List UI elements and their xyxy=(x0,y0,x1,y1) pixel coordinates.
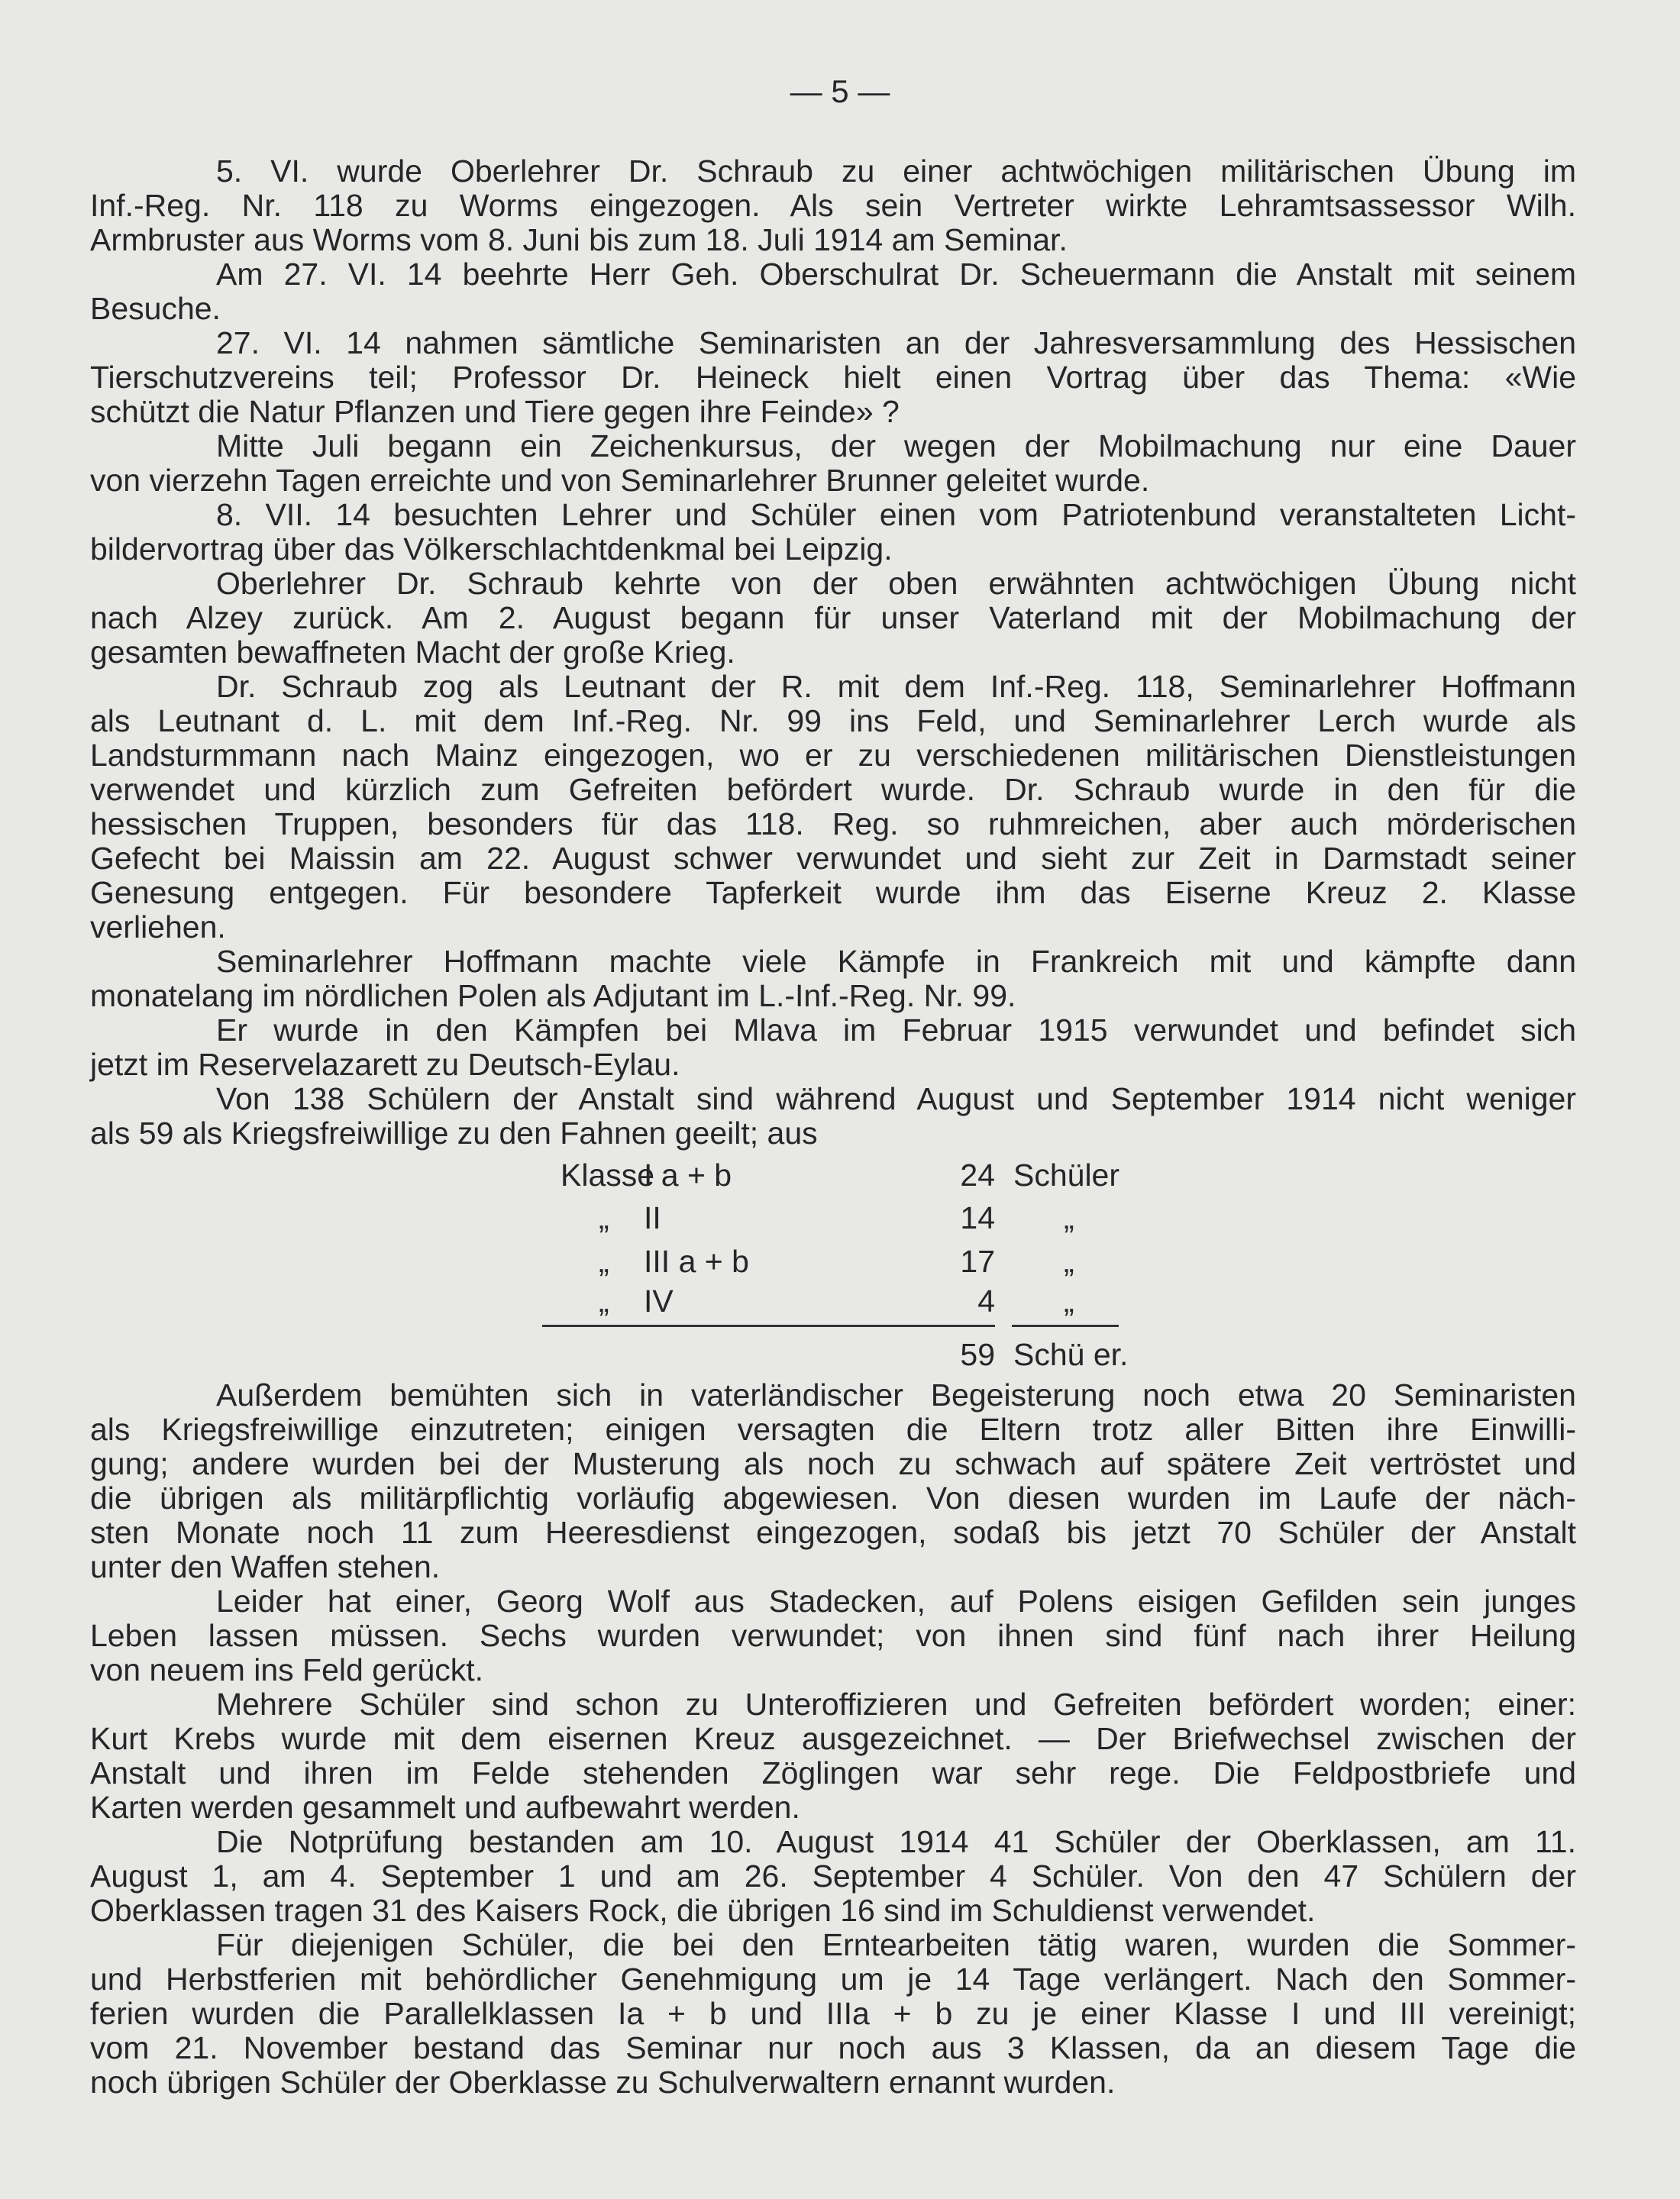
text-line: Tierschutzvereins teil; Professor Dr. Heineck hielt einen Vortrag über das Thema: «Wie xyxy=(90,360,1576,395)
text-line: vom 21. November bestand das Seminar nur noch aus 3 Klassen, da an diesem Tage die xyxy=(90,2030,1576,2065)
paragraph xyxy=(90,1825,1576,1928)
paragraph xyxy=(90,257,1576,326)
text-line: verliehen. xyxy=(90,909,226,945)
row-unit: „ xyxy=(1064,1200,1074,1235)
text-line: ferien wurden die Parallelklassen Ia + b und IIIa + b zu je einer Klasse I und III vereinigt; xyxy=(90,1996,1576,2031)
text-line: noch übrigen Schüler der Oberklasse zu Schulverwaltern ernannt wurden. xyxy=(90,2065,1116,2100)
text-line: von neuem ins Feld gerückt. xyxy=(90,1652,484,1687)
text-line: Von 138 Schülern der Anstalt sind während August und September 1914 nicht weniger xyxy=(216,1081,1576,1116)
page-number: — 5 — xyxy=(790,73,890,109)
volunteer-table xyxy=(90,1151,1576,1378)
row-unit: „ xyxy=(1064,1284,1074,1319)
paragraph xyxy=(90,326,1576,429)
text-line: Oberlehrer Dr. Schraub kehrte von der oben erwähnten achtwöchigen Übung nicht xyxy=(216,566,1576,601)
text-line: August 1, am 4. September 1 und am 26. September 4 Schüler. Von den 47 Schülern der xyxy=(90,1858,1576,1894)
text-line: Genesung entgegen. Für besondere Tapferkeit wurde ihm das Eiserne Kreuz 2. Klasse xyxy=(90,875,1576,910)
text-line: Armbruster aus Worms vom 8. Juni bis zum 18. Juli 1914 am Seminar. xyxy=(90,222,1068,257)
text-line: gung; andere wurden bei der Musterung als noch zu schwach auf spätere Zeit vertröstet und xyxy=(90,1446,1576,1481)
text-line: Die Notprüfung bestanden am 10. August 1914 41 Schüler der Oberklassen, am 11. xyxy=(216,1824,1576,1859)
text-line: jetzt im Reservelazarett zu Deutsch-Eylau. xyxy=(90,1047,680,1082)
text-line: 5. VI. wurde Oberlehrer Dr. Schraub zu einer achtwöchigen militärischen Übung im xyxy=(216,153,1576,189)
paragraph xyxy=(90,567,1576,670)
row-count: 24 xyxy=(960,1158,995,1193)
text-line: und Herbstferien mit behördlicher Genehmigung um je 14 Tage verlängert. Nach den Sommer- xyxy=(90,1962,1576,1997)
row-prefix: „ xyxy=(599,1244,609,1279)
paragraph xyxy=(90,154,1576,257)
body-text xyxy=(90,154,1576,2100)
text-line: Mehrere Schüler sind schon zu Unteroffizieren und Gefreiten befördert worden; einer: xyxy=(216,1687,1576,1722)
text-line: Mitte Juli begann ein Zeichenkursus, der wegen der Mobilmachung nur eine Dauer xyxy=(216,428,1576,463)
paragraphs-before-table xyxy=(90,154,1576,1151)
paragraphs-after-table xyxy=(90,1378,1576,2100)
row-count: 14 xyxy=(960,1200,995,1235)
row-class: III a + b xyxy=(644,1244,749,1279)
text-line: 27. VI. 14 nahmen sämtliche Seminaristen an der Jahresversammlung des Hessischen xyxy=(216,325,1576,360)
text-line: Inf.-Reg. Nr. 118 zu Worms eingezogen. Als sein Vertreter wirkte Lehramtsassessor Wilh. xyxy=(90,188,1576,223)
text-line: unter den Waffen stehen. xyxy=(90,1549,441,1584)
row-prefix: „ xyxy=(599,1284,609,1319)
row-count: 4 xyxy=(977,1284,995,1319)
paragraph xyxy=(90,1928,1576,2100)
text-line: 8. VII. 14 besuchten Lehrer und Schüler einen vom Patriotenbund veranstalteten Licht- xyxy=(216,497,1576,532)
total-count: 59 xyxy=(960,1337,995,1372)
text-line: gesamten bewaffneten Macht der große Krieg. xyxy=(90,635,735,670)
row-count: 17 xyxy=(960,1244,995,1279)
text-line: Oberklassen tragen 31 des Kaisers Rock, die übrigen 16 sind im Schuldienst verwendet. xyxy=(90,1893,1316,1928)
row-unit: Schüler xyxy=(1013,1158,1120,1193)
paragraph xyxy=(90,1687,1576,1825)
text-line: Außerdem bemühten sich in vaterländischer Begeisterung noch etwa 20 Seminaristen xyxy=(216,1377,1576,1413)
text-line: Dr. Schraub zog als Leutnant der R. mit dem Inf.-Reg. 118, Seminarlehrer Hoffmann xyxy=(216,669,1576,704)
text-line: Für diejenigen Schüler, die bei den Erntearbeiten tätig waren, wurden die Sommer- xyxy=(216,1927,1576,1962)
text-line: Er wurde in den Kämpfen bei Mlava im Februar 1915 verwundet und befindet sich xyxy=(216,1012,1576,1048)
text-line: sten Monate noch 11 zum Heeresdienst eingezogen, sodaß bis jetzt 70 Schüler der Anstalt xyxy=(90,1515,1576,1550)
paragraph xyxy=(90,498,1576,567)
row-prefix: Klasse xyxy=(561,1158,655,1193)
text-line: die übrigen als militärpflichtig vorläufig abgewiesen. Von diesen wurden im Laufe der näch- xyxy=(90,1481,1576,1516)
paragraph xyxy=(90,945,1576,1013)
text-line: Besuche. xyxy=(90,291,221,326)
sum-rule xyxy=(542,1325,995,1327)
text-line: schützt die Natur Pflanzen und Tiere gegen ihre Feinde» ? xyxy=(90,394,900,429)
text-line: als Leutnant d. L. mit dem Inf.-Reg. Nr. 99 ins Feld, und Seminarlehrer Lerch wurde als xyxy=(90,703,1576,738)
paragraph xyxy=(90,1378,1576,1584)
text-line: Landsturmmann nach Mainz eingezogen, wo er zu verschiedenen militärischen Dienstleistungen xyxy=(90,738,1576,773)
text-line: monatelang im nördlichen Polen als Adjutant im L.-Inf.-Reg. Nr. 99. xyxy=(90,978,1016,1013)
paragraph xyxy=(90,429,1576,498)
text-line: hessischen Truppen, besonders für das 118. Reg. so ruhmreichen, aber auch mörderischen xyxy=(90,806,1576,841)
total-unit: Schü er. xyxy=(1013,1337,1129,1372)
text-line: Gefecht bei Maissin am 22. August schwer verwundet und sieht zur Zeit in Darmstadt seiner xyxy=(90,841,1576,876)
sum-rule xyxy=(1012,1325,1119,1327)
paragraph xyxy=(90,670,1576,945)
text-line: Kurt Krebs wurde mit dem eisernen Kreuz ausgezeichnet. — Der Briefwechsel zwischen der xyxy=(90,1721,1576,1756)
text-line: Am 27. VI. 14 beehrte Herr Geh. Oberschulrat Dr. Scheuermann die Anstalt mit seinem xyxy=(216,257,1576,292)
text-line: Seminarlehrer Hoffmann machte viele Kämpfe in Frankreich mit und kämpfte dann xyxy=(216,944,1576,979)
text-line: Karten werden gesammelt und aufbewahrt werden. xyxy=(90,1790,800,1825)
text-line: nach Alzey zurück. Am 2. August begann für unser Vaterland mit der Mobilmachung der xyxy=(90,600,1576,635)
text-line: Leider hat einer, Georg Wolf aus Stadecken, auf Polens eisigen Gefilden sein junges xyxy=(216,1584,1576,1619)
text-line: als Kriegsfreiwillige einzutreten; einigen versagten die Eltern trotz aller Bitten ihre Einwilli- xyxy=(90,1412,1576,1447)
paragraph xyxy=(90,1013,1576,1082)
row-unit: „ xyxy=(1064,1244,1074,1279)
row-class: IV xyxy=(644,1284,674,1319)
text-line: als 59 als Kriegsfreiwillige zu den Fahnen geeilt; aus xyxy=(90,1116,818,1151)
text-line: verwendet und kürzlich zum Gefreiten befördert wurde. Dr. Schraub wurde in den für die xyxy=(90,772,1576,807)
text-line: bildervortrag über das Völkerschlachtdenkmal bei Leipzig. xyxy=(90,531,893,567)
row-prefix: „ xyxy=(599,1200,609,1235)
text-line: Anstalt und ihren im Felde stehenden Zöglingen war sehr rege. Die Feldpostbriefe und xyxy=(90,1755,1576,1791)
paragraph xyxy=(90,1584,1576,1687)
text-line: Leben lassen müssen. Sechs wurden verwundet; von ihnen sind fünf nach ihrer Heilung xyxy=(90,1618,1576,1653)
text-line: von vierzehn Tagen erreichte und von Seminarlehrer Brunner geleitet wurde. xyxy=(90,463,1150,498)
paragraph xyxy=(90,1082,1576,1151)
row-class: I a + b xyxy=(644,1158,732,1193)
row-class: II xyxy=(644,1200,661,1235)
